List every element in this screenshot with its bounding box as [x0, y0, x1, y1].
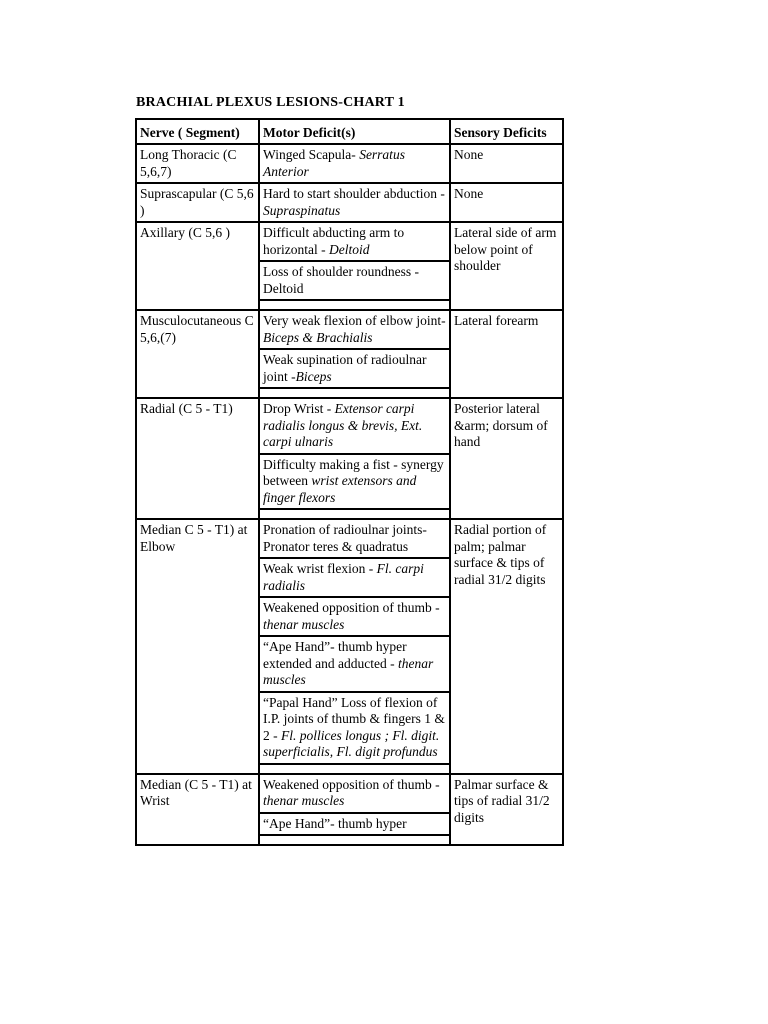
muscle-name: Fl. pollices longus ; Fl. digit. superficialis, Fl. digit profundus — [263, 727, 440, 759]
motor-deficit-item — [260, 399, 449, 455]
muscle-name: thenar muscles — [263, 655, 434, 687]
motor-deficit-item — [260, 455, 449, 511]
muscle-name: thenar muscles — [263, 793, 345, 808]
motor-deficit-cell — [260, 145, 451, 184]
motor-deficit-text: Weak supination of radioulnar joint - — [263, 352, 427, 384]
motor-deficit-text: Difficult abducting arm to horizontal - — [263, 225, 405, 257]
motor-deficit-item — [260, 262, 449, 301]
motor-deficit-item — [260, 145, 449, 182]
motor-deficit-text: Drop Wrist - — [263, 401, 335, 416]
muscle-name: Extensor carpi radialis longus & brevis, Ext. carpi ulnaris — [263, 401, 423, 449]
motor-deficit-item — [260, 693, 449, 765]
motor-deficit-item — [260, 775, 449, 814]
motor-deficit-text: Weak wrist flexion - — [263, 561, 377, 576]
sensory-deficit-cell: None — [451, 184, 562, 223]
muscle-name: Fl. carpi radialis — [263, 561, 424, 593]
chart-title: BRACHIAL PLEXUS LESIONS-CHART 1 — [136, 95, 405, 110]
motor-deficit-item — [260, 814, 449, 837]
motor-deficit-cell — [260, 775, 451, 845]
motor-deficit-text: Very weak flexion of elbow joint- — [263, 313, 446, 328]
nerve-cell: Radial (C 5 - T1) — [137, 399, 260, 520]
motor-deficit-text: “Papal Hand” Loss of flexion of I.P. joints of thumb & fingers 1 & 2 - — [263, 694, 445, 743]
sensory-deficit-cell: Palmar surface & tips of radial 31/2 digits — [454, 776, 550, 825]
muscle-name: wrist extensors and finger flexors — [263, 473, 417, 505]
motor-deficit-text: Weakened opposition of thumb - — [263, 600, 440, 615]
motor-deficit-item — [260, 637, 449, 693]
motor-deficit-item — [260, 223, 449, 262]
muscle-name: Deltoid — [328, 241, 370, 257]
muscle-name: thenar muscles — [263, 616, 345, 632]
motor-deficit-text: Hard to start shoulder abduction - — [263, 186, 445, 201]
motor-deficit-text: Pronation of radioulnar joints- Pronator teres & quadratus — [263, 522, 427, 554]
motor-deficit-text: Weakened opposition of thumb - — [263, 776, 440, 792]
row-spacer — [260, 836, 449, 844]
muscle-name: Supraspinatus — [263, 202, 341, 218]
nerve-cell: Median C 5 - T1) at Elbow — [137, 520, 260, 775]
nerve-cell: Axillary (C 5,6 ) — [137, 223, 260, 311]
motor-deficit-cell — [260, 399, 451, 520]
sensory-deficit-cell: None — [451, 145, 562, 184]
header-motor: Motor Deficit(s) — [260, 120, 451, 145]
motor-deficit-item — [260, 184, 449, 221]
sensory-deficit-cell: Posterior lateral &arm; dorsum of hand — [451, 399, 562, 520]
motor-deficit-text: Winged Scapula- — [263, 147, 360, 162]
header-sensory: Sensory Deficits — [451, 120, 562, 145]
sensory-deficit-cell: Lateral forearm — [451, 311, 562, 399]
motor-deficit-text: “Ape Hand”- thumb hyper — [263, 815, 407, 831]
muscle-name: Serratus Anterior — [263, 147, 405, 179]
motor-deficit-item — [260, 350, 449, 389]
lesions-table — [135, 118, 564, 846]
motor-deficit-text: “Ape Hand”- thumb hyper extended and adducted - — [263, 639, 407, 671]
row-spacer — [260, 301, 449, 309]
row-spacer — [260, 389, 449, 397]
motor-deficit-cell — [260, 223, 451, 311]
row-spacer — [260, 510, 449, 518]
row-spacer — [260, 765, 449, 773]
nerve-cell: Long Thoracic (C 5,6,7) — [137, 145, 260, 184]
motor-deficit-item — [260, 559, 449, 598]
motor-deficit-item — [260, 311, 449, 350]
motor-deficit-item — [260, 520, 449, 559]
nerve-cell: Suprascapular (C 5,6 ) — [137, 184, 260, 223]
sensory-deficit-cell: Lateral side of arm below point of shoulder — [451, 223, 562, 311]
motor-deficit-text: Loss of shoulder roundness - Deltoid — [263, 264, 419, 296]
motor-deficit-cell — [260, 184, 451, 223]
nerve-cell: Median (C 5 - T1) at Wrist — [137, 775, 260, 845]
header-nerve: Nerve ( Segment) — [137, 120, 260, 145]
muscle-name: Biceps & Brachialis — [263, 329, 373, 345]
motor-deficit-cell — [260, 520, 451, 775]
motor-deficit-item — [260, 598, 449, 637]
nerve-cell: Musculocutaneous C 5,6,(7) — [137, 311, 260, 399]
motor-deficit-cell — [260, 311, 451, 399]
sensory-deficit-cell: Radial portion of palm; palmar surface & tips of radial 31/2 digits — [451, 520, 562, 775]
muscle-name: Biceps — [295, 368, 332, 384]
motor-deficit-text: Difficulty making a fist - synergy between — [263, 456, 444, 488]
